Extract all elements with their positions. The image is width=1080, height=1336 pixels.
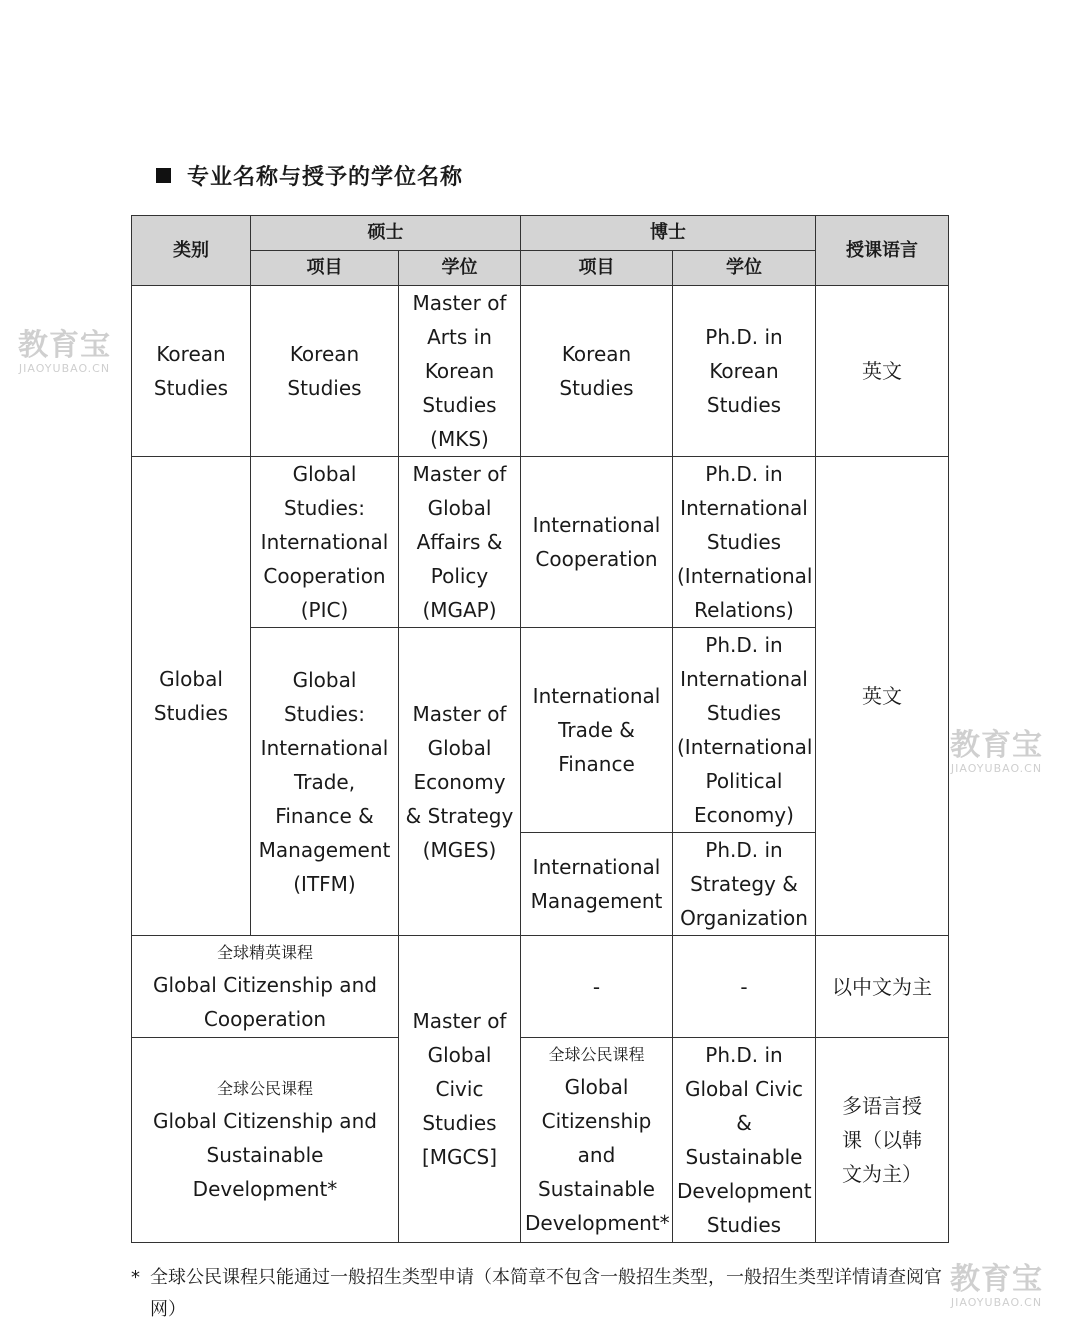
master-program-itfm: Global Studies: International Trade, Finance & Management (ITFM) [251,628,399,936]
doctor-program-gcsd-en: Global Citizenship and Sustainable Development* [525,1075,670,1235]
header-master-program: 项目 [251,251,399,286]
watermark-left-cn: 教育宝 [18,328,111,363]
master-degree-mgap: Master of Global Affairs & Policy (MGAP) [399,457,521,628]
doctor-program-gcsd-cn: 全球公民课程 [548,1045,645,1064]
program-gcc-cn: 全球精英课程 [216,942,313,962]
master-program-pic: Global Studies: International Cooperation (PIC) [251,457,399,628]
program-gcsd [132,1038,399,1243]
doctor-program-gcsd [521,1038,673,1243]
doctor-degree-strategy: Ph.D. in Strategy & Organization [673,833,816,936]
header-category: 类别 [132,216,251,286]
language-gcc: 以中文为主 [816,936,949,1038]
watermark-right-en: JIAOYUBAO.CN [950,762,1043,775]
watermark-left-en: JIAOYUBAO.CN [18,362,111,375]
doctor-degree-political-economy: Ph.D. in International Studies (International Political Economy) [673,628,816,833]
square-bullet-icon [156,168,171,183]
header-language: 授课语言 [816,216,949,286]
master-program-korean: Korean Studies [251,286,399,457]
header-master: 硕士 [251,216,521,251]
footnote-text: 全球公民课程只能通过一般招生类型申请（本简章不包含一般招生类型，一般招生类型详情请查阅官网） [150,1267,942,1320]
master-degree-mks: Master of Arts in Korean Studies (MKS) [399,286,521,457]
degree-table [131,215,949,1243]
doctor-program-management: International Management [521,833,673,936]
category-global-studies: Global Studies [132,457,251,936]
watermark-bottom [950,1264,1043,1309]
doctor-degree-gcsd: Ph.D. in Global Civic & Sustainable Development Studies [673,1038,816,1243]
doctor-program-korean: Korean Studies [521,286,673,457]
header-doctor-degree: 学位 [673,251,816,286]
category-korean-studies: Korean Studies [132,286,251,457]
master-degree-mges: Master of Global Economy & Strategy (MGES) [399,628,521,936]
doctor-program-trade-finance: International Trade & Finance [521,628,673,833]
header-doctor: 博士 [521,216,816,251]
header-master-degree: 学位 [399,251,521,286]
program-gcc-en: Global Citizenship and Cooperation [153,972,377,1031]
footnote [131,1262,951,1326]
section-heading [156,160,463,191]
language-korean: 英文 [816,286,949,457]
section-heading-text: 专业名称与授予的学位名称 [187,165,464,190]
doctor-degree-korean: Ph.D. in Korean Studies [673,286,816,457]
doctor-degree-gcc: - [673,936,816,1038]
watermark-bottom-en: JIAOYUBAO.CN [950,1296,1043,1309]
header-doctor-program: 项目 [521,251,673,286]
doctor-program-cooperation: International Cooperation [521,457,673,628]
doctor-program-gcc: - [521,936,673,1038]
program-gcc [132,936,399,1038]
watermark-right-cn: 教育宝 [950,728,1043,763]
language-global: 英文 [816,457,949,936]
watermark-right [950,730,1043,775]
footnote-marker: * [131,1267,140,1288]
language-gcsd: 多语言授课（以韩文为主） [816,1038,949,1243]
doctor-degree-international-relations: Ph.D. in International Studies (International Relations) [673,457,816,628]
program-gcsd-en: Global Citizenship and Sustainable Development* [153,1109,377,1201]
watermark-left [18,330,111,375]
watermark-bottom-cn: 教育宝 [950,1262,1043,1297]
master-degree-mgcs: Master of Global Civic Studies [MGCS] [399,936,521,1243]
program-gcsd-cn: 全球公民课程 [216,1079,313,1098]
